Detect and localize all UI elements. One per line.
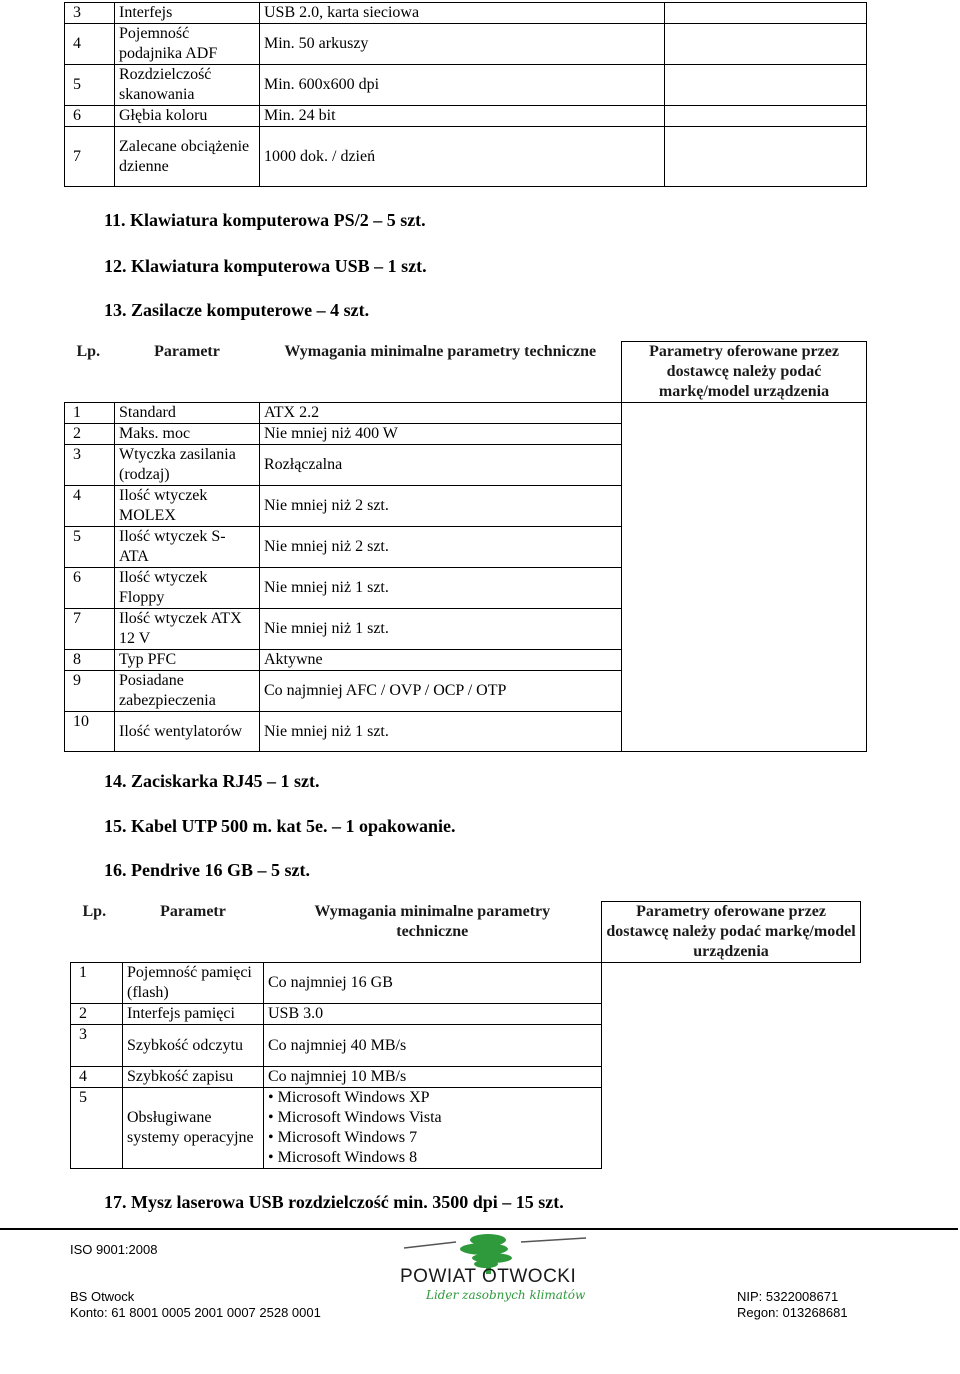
row-offer (665, 24, 867, 65)
row-lp: 1 (65, 403, 115, 424)
row-req: ATX 2.2 (260, 403, 622, 424)
header-lp: Lp. (82, 902, 107, 920)
row-param: Szybkość zapisu (123, 1067, 264, 1088)
heading-number: 15. (104, 816, 127, 836)
header-offer: Parametry oferowane przez dostawcę należy podać markę/model urządzenia (602, 902, 861, 963)
logo-text: POWIAT OTWOCKI (400, 1266, 577, 1287)
row-param: Maks. moc (115, 424, 260, 445)
section-heading-15 (104, 815, 456, 837)
row-req: Nie mniej niż 400 W (260, 424, 622, 445)
row-lp: 1 (71, 963, 123, 1004)
row-lp: 5 (71, 1088, 123, 1169)
row-req: Nie mniej niż 1 szt. (260, 712, 622, 752)
powiat-otwocki-logo (396, 1230, 592, 1310)
row-req: Nie mniej niż 1 szt. (260, 609, 622, 650)
section-heading-17 (104, 1191, 564, 1213)
heading-text: Mysz laserowa USB rozdzielczość min. 3500 dpi – 15 szt. (131, 1192, 564, 1212)
section-heading-13 (104, 299, 369, 321)
row-req: Min. 24 bit (260, 106, 665, 127)
row-lp: 3 (71, 1025, 123, 1067)
table-row (65, 127, 867, 187)
section-heading-11 (104, 209, 426, 231)
row-offer (665, 106, 867, 127)
row-param: Ilość wtyczek S-ATA (115, 527, 260, 568)
row-req: Min. 50 arkuszy (260, 24, 665, 65)
heading-number: 16. (104, 860, 127, 880)
row-param: Ilość wentylatorów (115, 712, 260, 752)
header-param: Parametr (154, 342, 220, 360)
row-param: Pojemność pamięci (flash) (123, 963, 264, 1004)
header-offer: Parametry oferowane przez dostawcę należy podać markę/model urządzenia (622, 342, 867, 403)
row-req: Nie mniej niż 2 szt. (260, 486, 622, 527)
row-lp: 9 (65, 671, 115, 712)
footer-iso: ISO 9001:2008 (70, 1242, 158, 1257)
row-lp: 3 (65, 445, 115, 486)
list-item: • Microsoft Windows XP (268, 1088, 597, 1108)
table-header-row (71, 902, 861, 963)
scanner-params-table (64, 2, 867, 187)
table-row (65, 106, 867, 127)
row-param: Pojemność podajnika ADF (115, 24, 260, 65)
table-row (71, 963, 861, 1004)
row-param: Głębia koloru (115, 106, 260, 127)
row-param: Rozdzielczość skanowania (115, 65, 260, 106)
row-param: Ilość wtyczek ATX 12 V (115, 609, 260, 650)
row-req: Co najmniej 10 MB/s (264, 1067, 602, 1088)
offer-cell (602, 963, 861, 1169)
heading-number: 11. (104, 210, 126, 230)
row-lp: 2 (71, 1004, 123, 1025)
table-row (65, 403, 867, 424)
row-lp: 7 (65, 609, 115, 650)
row-req: USB 2.0, karta sieciowa (260, 3, 665, 24)
row-req: Min. 600x600 dpi (260, 65, 665, 106)
row-param: Obsługiwane systemy operacyjne (123, 1088, 264, 1169)
row-lp: 6 (65, 568, 115, 609)
row-lp: 4 (65, 24, 115, 65)
heading-text: Klawiatura komputerowa USB – 1 szt. (131, 256, 427, 276)
heading-text: Zaciskarka RJ45 – 1 szt. (131, 771, 320, 791)
row-param: Interfejs (115, 3, 260, 24)
table-row (65, 24, 867, 65)
row-req: Co najmniej AFC / OVP / OCP / OTP (260, 671, 622, 712)
row-req (264, 1088, 602, 1169)
row-req: Aktywne (260, 650, 622, 671)
header-param: Parametr (160, 902, 226, 920)
heading-number: 17. (104, 1192, 127, 1212)
row-param: Wtyczka zasilania (rodzaj) (115, 445, 260, 486)
row-req: Nie mniej niż 2 szt. (260, 527, 622, 568)
heading-text: Pendrive 16 GB – 5 szt. (131, 860, 310, 880)
row-lp: 3 (65, 3, 115, 24)
row-req: Nie mniej niż 1 szt. (260, 568, 622, 609)
table-row (65, 3, 867, 24)
footer-bank: BS Otwock (70, 1289, 135, 1304)
heading-number: 13. (104, 300, 127, 320)
row-req: 1000 dok. / dzień (260, 127, 665, 187)
row-param: Posiadane zabezpieczenia (115, 671, 260, 712)
section-heading-12 (104, 255, 427, 277)
row-param: Zalecane obciążenie dzienne (115, 127, 260, 187)
footer-nip: NIP: 5322008671 (737, 1289, 839, 1304)
table-row (65, 65, 867, 106)
psu-params-table (64, 341, 867, 752)
row-lp: 5 (65, 65, 115, 106)
row-lp: 4 (65, 486, 115, 527)
list-item: • Microsoft Windows 7 (268, 1128, 597, 1148)
row-lp: 10 (65, 712, 115, 752)
row-param: Ilość wtyczek MOLEX (115, 486, 260, 527)
row-req: Co najmniej 40 MB/s (264, 1025, 602, 1067)
list-item: • Microsoft Windows Vista (268, 1108, 597, 1128)
footer-regon: Regon: 013268681 (737, 1305, 848, 1320)
pendrive-params-table (70, 901, 861, 1169)
heading-number: 12. (104, 256, 127, 276)
offer-cell (622, 403, 867, 752)
row-lp: 8 (65, 650, 115, 671)
row-param: Standard (115, 403, 260, 424)
row-lp: 6 (65, 106, 115, 127)
row-req: Co najmniej 16 GB (264, 963, 602, 1004)
row-offer (665, 3, 867, 24)
header-lp: Lp. (76, 342, 101, 360)
row-param: Typ PFC (115, 650, 260, 671)
os-list (268, 1088, 597, 1168)
logo-slogan: Lider zasobnych klimatów (426, 1288, 586, 1302)
section-heading-14 (104, 770, 320, 792)
list-item: • Microsoft Windows 8 (268, 1148, 597, 1168)
section-heading-16 (104, 859, 310, 881)
row-lp: 5 (65, 527, 115, 568)
row-param: Ilość wtyczek Floppy (115, 568, 260, 609)
row-req: Rozłączalna (260, 445, 622, 486)
header-req: Wymagania minimalne parametry techniczne (314, 902, 551, 940)
heading-text: Zasilacze komputerowe – 4 szt. (131, 300, 370, 320)
heading-text: Klawiatura komputerowa PS/2 – 5 szt. (130, 210, 426, 230)
heading-number: 14. (104, 771, 127, 791)
row-param: Interfejs pamięci (123, 1004, 264, 1025)
row-lp: 7 (65, 127, 115, 187)
row-lp: 2 (65, 424, 115, 445)
row-req: USB 3.0 (264, 1004, 602, 1025)
row-lp: 4 (71, 1067, 123, 1088)
row-offer (665, 127, 867, 187)
row-offer (665, 65, 867, 106)
table-header-row (65, 342, 867, 403)
heading-text: Kabel UTP 500 m. kat 5e. – 1 opakowanie. (131, 816, 456, 836)
header-req: Wymagania minimalne parametry techniczne (284, 342, 597, 360)
footer-account: Konto: 61 8001 0005 2001 0007 2528 0001 (70, 1305, 321, 1320)
row-param: Szybkość odczytu (123, 1025, 264, 1067)
